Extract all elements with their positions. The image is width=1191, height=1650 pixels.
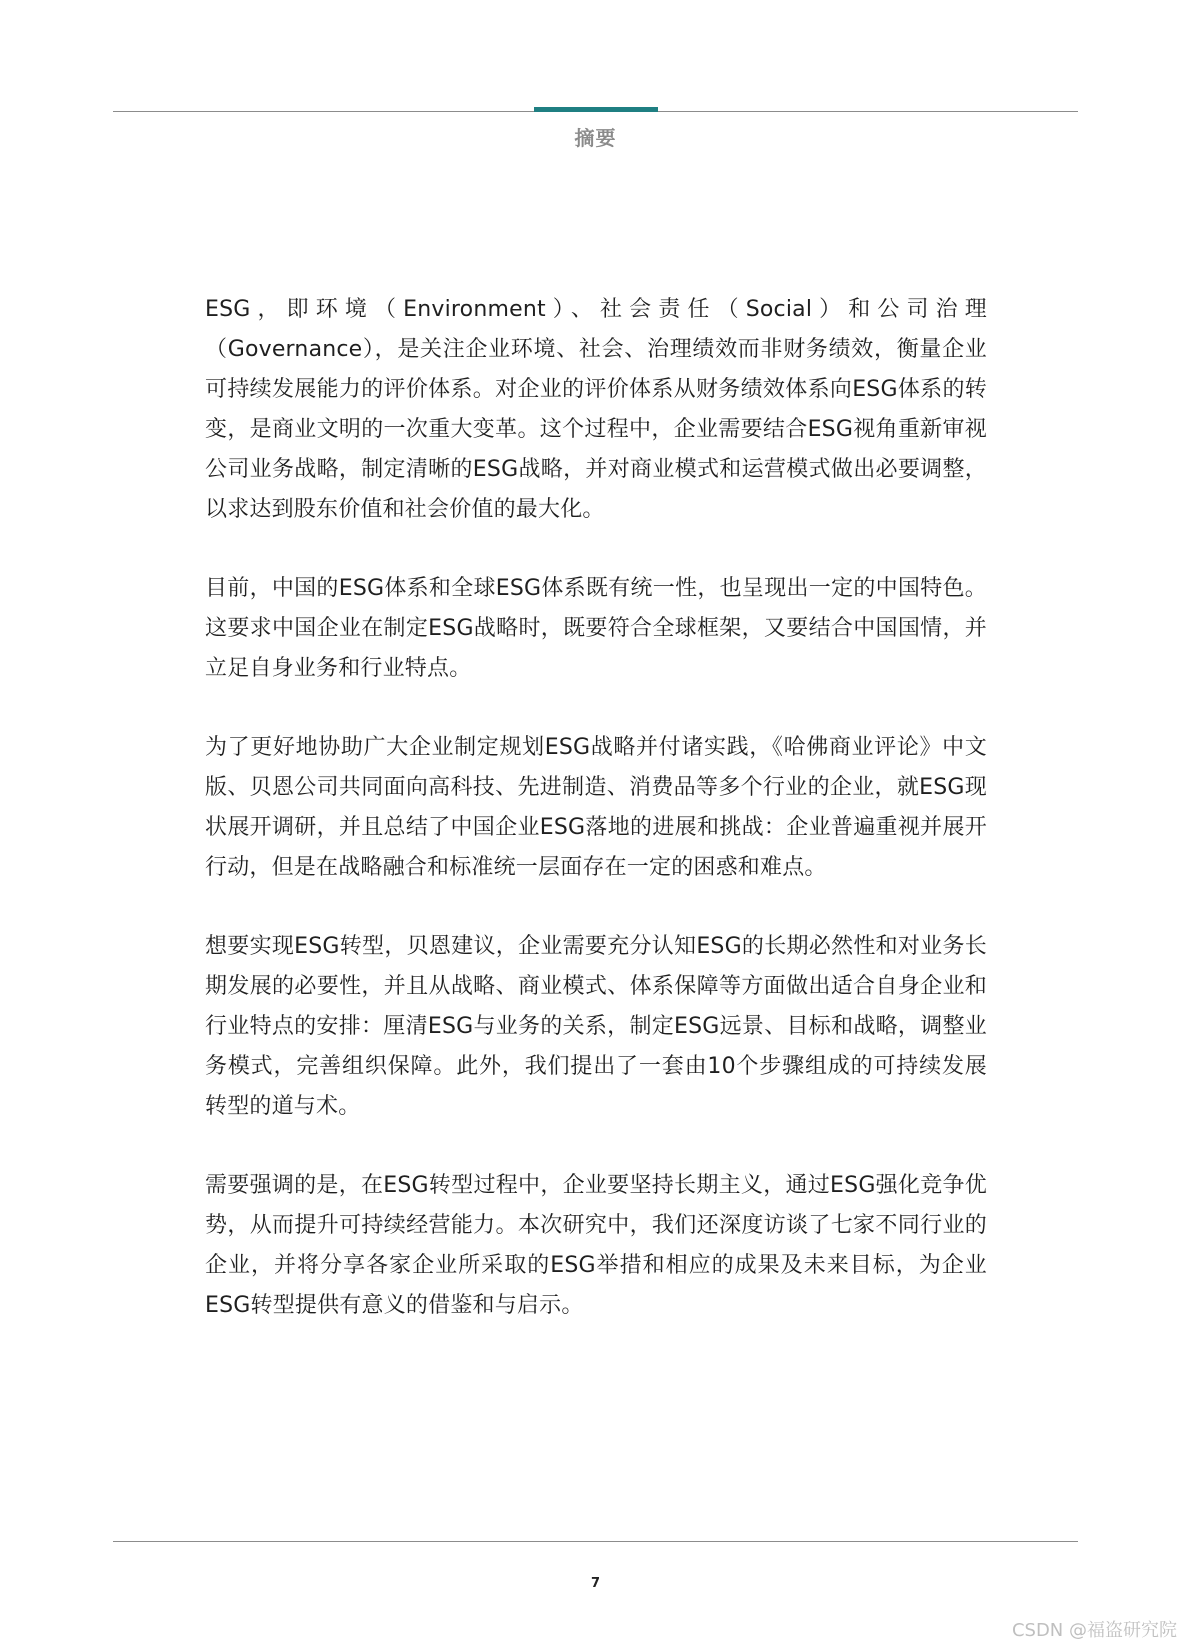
paragraph-1: ESG，即环境（Environment）、社会责任（Social）和公司治理（Governance），是关注企业环境、社会、治理绩效而非财务绩效，衡量企业可持续发展能力的评价体系。对企业的评价体系从财务绩效体系向ESG体系的转变，是商业文明的一次重大变革。这个过程中，企业需要结合ESG视角重新审视公司业务战略，制定清晰的ESG战略，并对商业模式和运营模式做出必要调整，以求达到股东价值和社会价值的最大化。 [205,297,987,522]
watermark: CSDN @福盗研究院 [1011,1620,1177,1641]
page-number: 7 [590,1576,601,1591]
paragraph-3: 为了更好地协助广大企业制定规划ESG战略并付诸实践，《哈佛商业评论》中文版、贝恩公司共同面向高科技、先进制造、消费品等多个行业的企业，就ESG现状展开调研，并且总结了中国企业ESG落地的进展和挑战：企业普遍重视并展开行动，但是在战略融合和标准统一层面存在一定的困惑和难点。 [205,735,987,880]
header-accent-bar [534,107,658,112]
paragraph-4: 想要实现ESG转型，贝恩建议，企业需要充分认知ESG的长期必然性和对业务长期发展的必要性，并且从战略、商业模式、体系保障等方面做出适合自身企业和行业特点的安排：厘清ESG与业务的关系，制定ESG远景、目标和战略，调整业务模式，完善组织保障。此外，我们提出了一套由10个步骤组成的可持续发展转型的道与术。 [205,934,987,1119]
footer-rule [113,1541,1078,1542]
paragraph-5: 需要强调的是，在ESG转型过程中，企业要坚持长期主义，通过ESG强化竞争优势，从而提升可持续经营能力。本次研究中，我们还深度访谈了七家不同行业的企业，并将分享各家企业所采取的ESG举措和相应的成果及未来目标，为企业ESG转型提供有意义的借鉴和与启示。 [205,1173,987,1318]
paragraph-2: 目前，中国的ESG体系和全球ESG体系既有统一性，也呈现出一定的中国特色。这要求中国企业在制定ESG战略时，既要符合全球框架，又要结合中国国情，并立足自身业务和行业特点。 [205,576,987,681]
section-title: 摘要 [574,126,617,150]
body-text [205,290,987,1365]
